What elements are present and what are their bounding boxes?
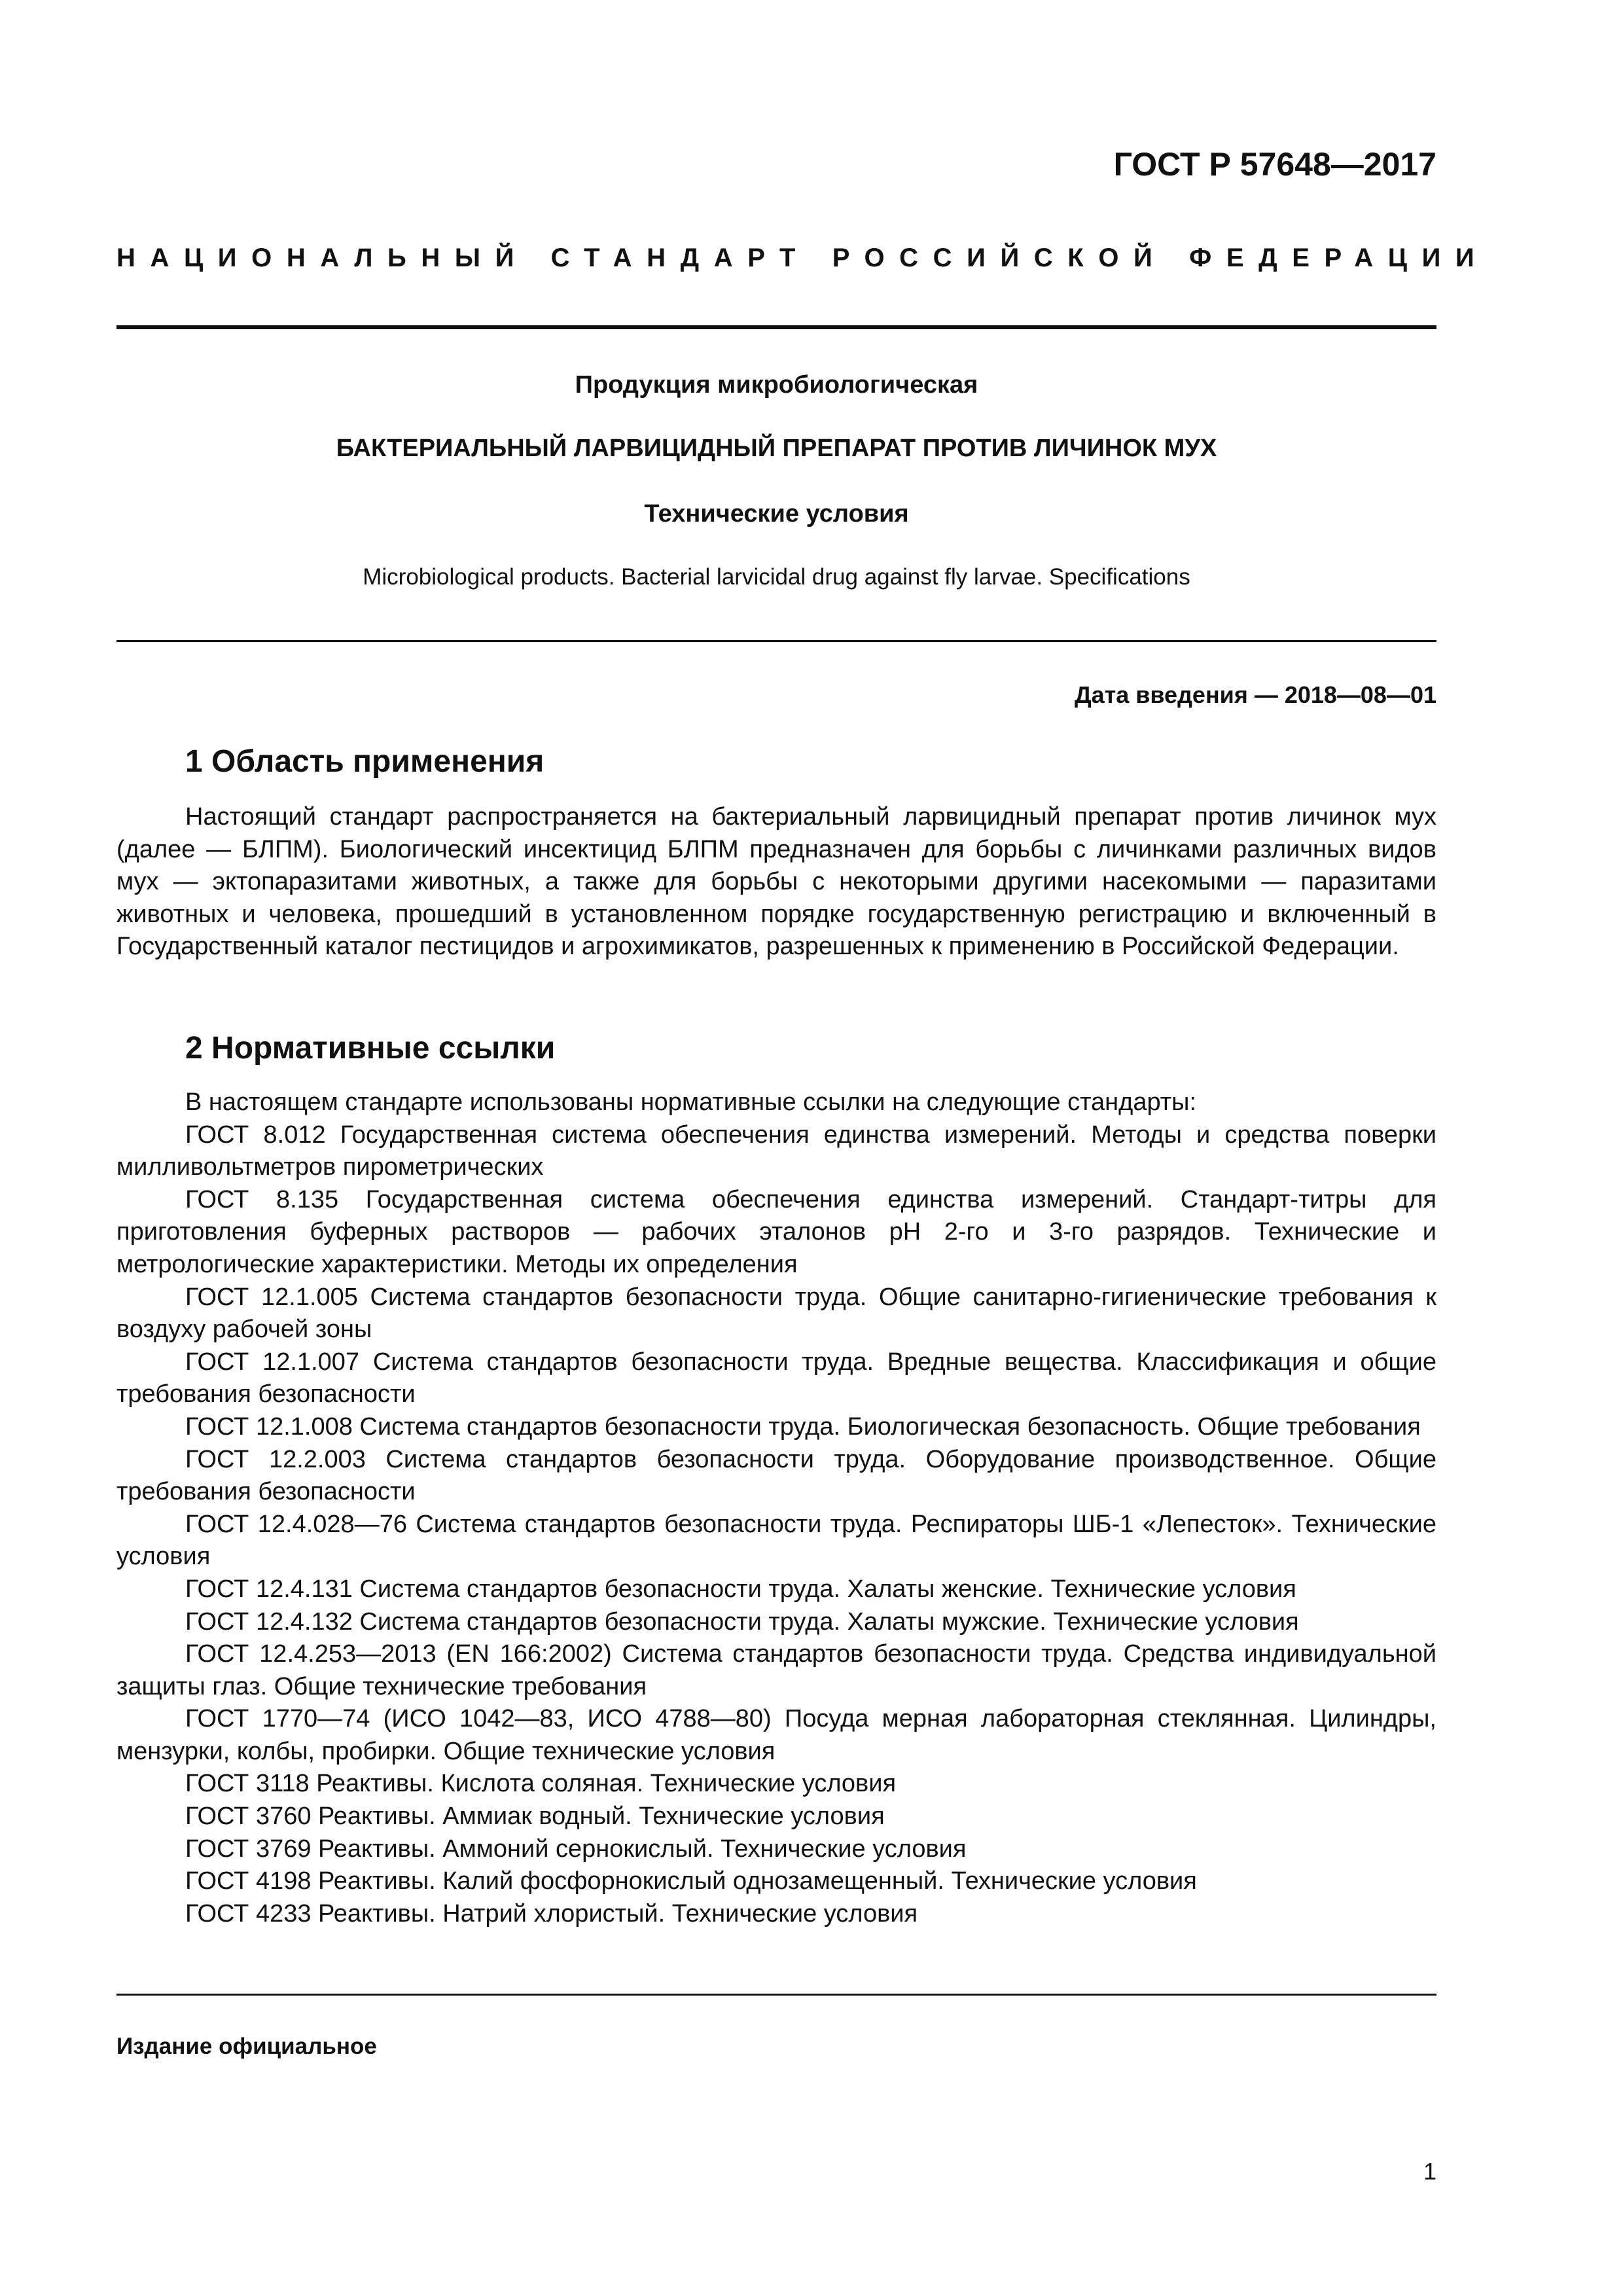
reference-item: ГОСТ 8.135 Государственная система обеспечения единства измерений. Стандарт-титры для приготовления буферных растворов — рабочих эталонов pH 2-го и 3-го разрядов. Технические и метрологические характеристики. Методы их определения xyxy=(116,1185,1436,1278)
section-2-heading: 2 Нормативные ссылки xyxy=(185,1031,556,1066)
reference-item: ГОСТ 3769 Реактивы. Аммоний сернокислый. Технические условия xyxy=(185,1835,967,1863)
edition-note: Издание официальное xyxy=(116,2034,377,2059)
references-lead: В настоящем стандарте использованы нормативные ссылки на следующие стандарты: xyxy=(185,1088,1197,1116)
reference-item: ГОСТ 8.012 Государственная система обеспечения единства измерений. Методы и средства поверки милливольтметров пирометрических xyxy=(116,1121,1436,1181)
footer-divider xyxy=(116,1994,1436,1996)
reference-item: ГОСТ 12.1.007 Система стандартов безопасности труда. Вредные вещества. Классификация и общие требования безопасности xyxy=(116,1348,1436,1408)
title-main: БАКТЕРИАЛЬНЫЙ ЛАРВИЦИДНЫЙ ПРЕПАРАТ ПРОТИВ ЛИЧИНОК МУХ xyxy=(336,435,1217,462)
reference-item: ГОСТ 3760 Реактивы. Аммиак водный. Технические условия xyxy=(185,1803,885,1831)
page-number: 1 xyxy=(1423,2158,1436,2185)
title-category: Продукция микробиологическая xyxy=(575,371,978,399)
section-1-paragraph: Настоящий стандарт распространяется на бактериальный ларвицидный препарат против личинок мух (далее — БЛПМ). Биологический инсектицид БЛПМ предназначен для борьбы с личинками различных видов мух — эктопаразитами животных, а также для борьбы с некоторыми другими насекомыми — паразитами животных и человека, прошедший в установленном порядке государственную регистрацию и включенный в Государственный каталог пестицидов и агрохимикатов, разрешенных к применению в Российской Федерации. xyxy=(116,803,1436,961)
introduction-date: Дата введения — 2018—08—01 xyxy=(1074,681,1436,708)
standard-designation: ГОСТ Р 57648—2017 xyxy=(1113,146,1436,183)
reference-item: ГОСТ 12.1.008 Система стандартов безопасности труда. Биологическая безопасность. Общие требования xyxy=(185,1412,1421,1441)
title-english: Microbiological products. Bacterial larvicidal drug against fly larvae. Specifications xyxy=(363,564,1190,590)
reference-item: ГОСТ 12.4.028—76 Система стандартов безопасности труда. Респираторы ШБ-1 «Лепесток». Технические условия xyxy=(116,1510,1436,1571)
reference-item: ГОСТ 1770—74 (ИСО 1042—83, ИСО 4788—80) Посуда мерная лабораторная стеклянная. Цилиндры, мензурки, колбы, пробирки. Общие технические условия xyxy=(116,1705,1436,1765)
title-doc-type: Технические условия xyxy=(644,500,909,528)
reference-item: ГОСТ 3118 Реактивы. Кислота соляная. Технические условия xyxy=(185,1770,897,1798)
reference-item: ГОСТ 12.1.005 Система стандартов безопасности труда. Общие санитарно-гигиенические требования к воздуху рабочей зоны xyxy=(116,1283,1436,1344)
reference-item: ГОСТ 4233 Реактивы. Натрий хлористый. Технические условия xyxy=(185,1899,918,1928)
section-1-heading: 1 Область применения xyxy=(185,744,544,779)
standard-organization: НАЦИОНАЛЬНЫЙ СТАНДАРТ РОССИЙСКОЙ ФЕДЕРАЦИИ xyxy=(116,243,1489,272)
reference-item: ГОСТ 4198 Реактивы. Калий фосфорнокислый однозамещенный. Технические условия xyxy=(185,1867,1197,1895)
reference-item: ГОСТ 12.2.003 Система стандартов безопасности труда. Оборудование производственное. Общие требования безопасности xyxy=(116,1445,1436,1506)
reference-item: ГОСТ 12.4.131 Система стандартов безопасности труда. Халаты женские. Технические условия xyxy=(185,1575,1296,1603)
reference-item: ГОСТ 12.4.253—2013 (EN 166:2002) Система стандартов безопасности труда. Средства индивидуальной защиты глаз. Общие технические требования xyxy=(116,1640,1436,1700)
title-divider xyxy=(116,640,1436,642)
normative-references-list xyxy=(116,1086,1436,1930)
reference-item: ГОСТ 12.4.132 Система стандартов безопасности труда. Халаты мужские. Технические условия xyxy=(185,1607,1299,1636)
header-divider xyxy=(116,325,1436,329)
